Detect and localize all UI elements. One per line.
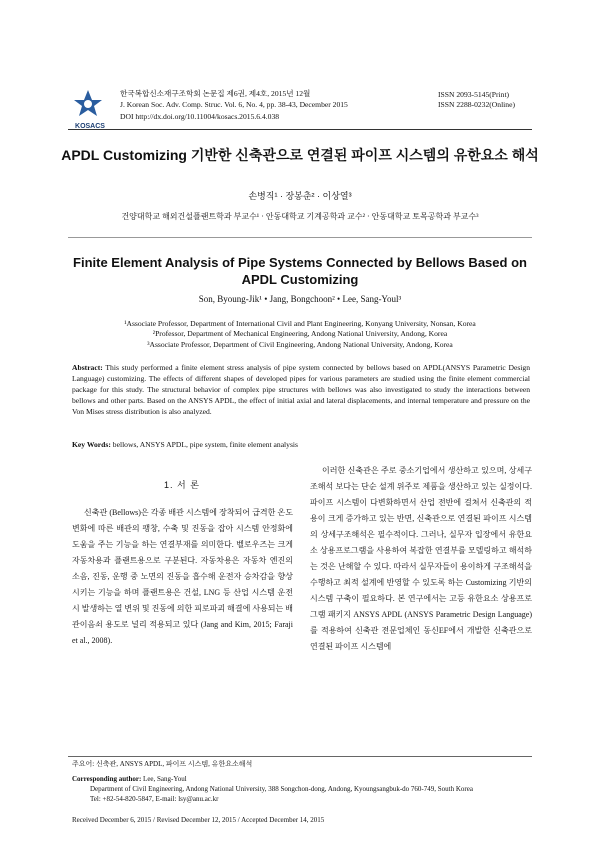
- body-left-column: 신축관 (Bellows)은 각종 배관 시스템에 장착되어 급격한 온도변화에 따른 배관의 팽창, 수축 및 진동을 잡아 시스템 안정화에 도움을 주는 기능을 하는 연결부재를 의미한다. 벨로우즈는 크게 자동차용과 플랜트용으로 구분된다. 자동차용은 자동차 엔진의 소음, 진동, 운행 중 노면의 진동을 흡수해 운전자 승차감을 향상시키는 기능을 하며 플랜트용은 건설, LNG 등 산업 시스템 운전 시 발생하는 열 변위 및 진동에 의한 피로파괴 해결에 사용되는 배관이음쇠 용도로 널리 적용되고 있다 (Jang and Kim, 2015; Faraji et al., 2008).: [72, 508, 293, 645]
- affiliation-1: ¹Associate Professor, Department of International Civil and Plant Engineering, Konyang University, Nonsan, Korea: [124, 319, 476, 328]
- issn-online: ISSN 2288-0232(Online): [438, 100, 515, 109]
- keywords-label: Key Words:: [72, 440, 111, 449]
- corresponding-address: Department of Civil Engineering, Andong National University, 388 Songchon-dong, Andong, Kyoungsangbuk-do 760-749, South Korea: [90, 785, 473, 793]
- affiliations-en: [60, 319, 540, 350]
- keywords-text: bellows, ANSYS APDL, pipe system, finite element analysis: [112, 440, 298, 449]
- abstract-label: Abstract:: [72, 363, 103, 372]
- body-right-column: 이러한 신축관은 주로 중소기업에서 생산하고 있으며, 상세구조해석 보다는 단순 설계 위주로 제품을 생산하고 있는 실정이다. 파이프 시스템이 다변화하면서 산업 전반에 걸쳐서 신축관의 적용이 크게 증가하고 있는 반면, 신축관으로 연결된 파이프 시스템의 상세구조해석은 필수적이다. 그러나, 실무자 입장에서 유한요소 상용프로그램을 사용하여 복잡한 연결부를 모델링하고 해석하는 것은 난해할 수 있다. 따라서 실무자들이 용이하게 구조해석을 수행하고 최적 설계에 반영할 수 있도록 하는 Customizing 기반의 시스템 구축이 필요하다. 본 연구에서는 고등 유한요소 상용프로그램 패키지 ANSYS APDL (ANSYS Parametric Design Language)를 적용하여 신축관 전문업체인 동신EF에서 개발한 신축관으로 연결된 파이프 시스템에: [310, 466, 532, 651]
- corresponding-author: [72, 774, 532, 804]
- abstract-text: This study performed a finite element stress analysis of pipe system connected by bellows based on APDL(ANSYS Parametric Design Language) customizing. The effects of different shapes of developed pipes for various parameters are studied using the finite element commercial package for this study. The structural behavior of complex pipe structures with bellows was also investigated to study the interactions between bellows and other parts. Based on the ANSYS APDL, the effect of initial axial and lateral displacements, and internal temperature and pressure on the Von Mises stress distribution is also analyzed.: [72, 363, 530, 416]
- paper-title-ko: APDL Customizing 기반한 신축관으로 연결된 파이프 시스템의 유한요소 해석: [61, 147, 539, 163]
- corresponding-label: Corresponding author:: [72, 775, 142, 783]
- authors-ko: 손병직¹ · 장봉춘² · 이상열³: [248, 191, 352, 201]
- paper-title-en: Finite Element Analysis of Pipe Systems Connected by Bellows Based on APDL Customizing: [73, 255, 527, 287]
- footnote-keywords-ko: 주요어: 신축관, ANSYS APDL, 파이프 시스템, 유한요소해석: [72, 760, 253, 768]
- affiliation-3: ³Associate Professor, Department of Civil Engineering, Andong National University, Andong, Korea: [147, 339, 453, 349]
- affiliations-ko: 건양대학교 해외건설플랜트학과 부교수¹ · 안동대학교 기계공학과 교수² · 안동대학교 토목공학과 부교수³: [121, 212, 479, 221]
- authors-en: Son, Byoung-Jik¹ • Jang, Bongchoon² • Lee, Sang-Youl³: [198, 294, 402, 304]
- kosacs-logo: [68, 86, 114, 130]
- received-dates: Received December 6, 2015 / Revised December 12, 2015 / Accepted December 14, 2015: [72, 816, 325, 824]
- doi-link[interactable]: DOI http://dx.doi.org/10.11004/kosacs.2015.6.4.038: [120, 112, 280, 121]
- corresponding-name: Lee, Sang-Youl: [143, 775, 187, 783]
- abstract: [72, 363, 530, 418]
- journal-name-en: J. Korean Soc. Adv. Comp. Struc. Vol. 6, No. 4, pp. 38-43, December 2015: [120, 100, 348, 109]
- header-divider: [68, 129, 532, 130]
- issn-print: ISSN 2093-5145(Print): [438, 90, 510, 99]
- keywords: [72, 440, 530, 449]
- journal-name-ko: 한국복합신소재구조학회 논문집 제6권, 제4호, 2015년 12월: [120, 89, 311, 98]
- title-divider: [68, 237, 532, 238]
- logo-text: KOSACS: [75, 123, 105, 130]
- corresponding-contact: Tel: +82-54-820-5847, E-mail: lsy@anu.ac.kr: [90, 795, 219, 803]
- affiliation-2: ²Professor, Department of Mechanical Engineering, Andong National University, Andong, Korea: [152, 329, 448, 339]
- footnote-divider: [68, 756, 532, 757]
- section-title-introduction: 1. 서 론: [164, 480, 200, 490]
